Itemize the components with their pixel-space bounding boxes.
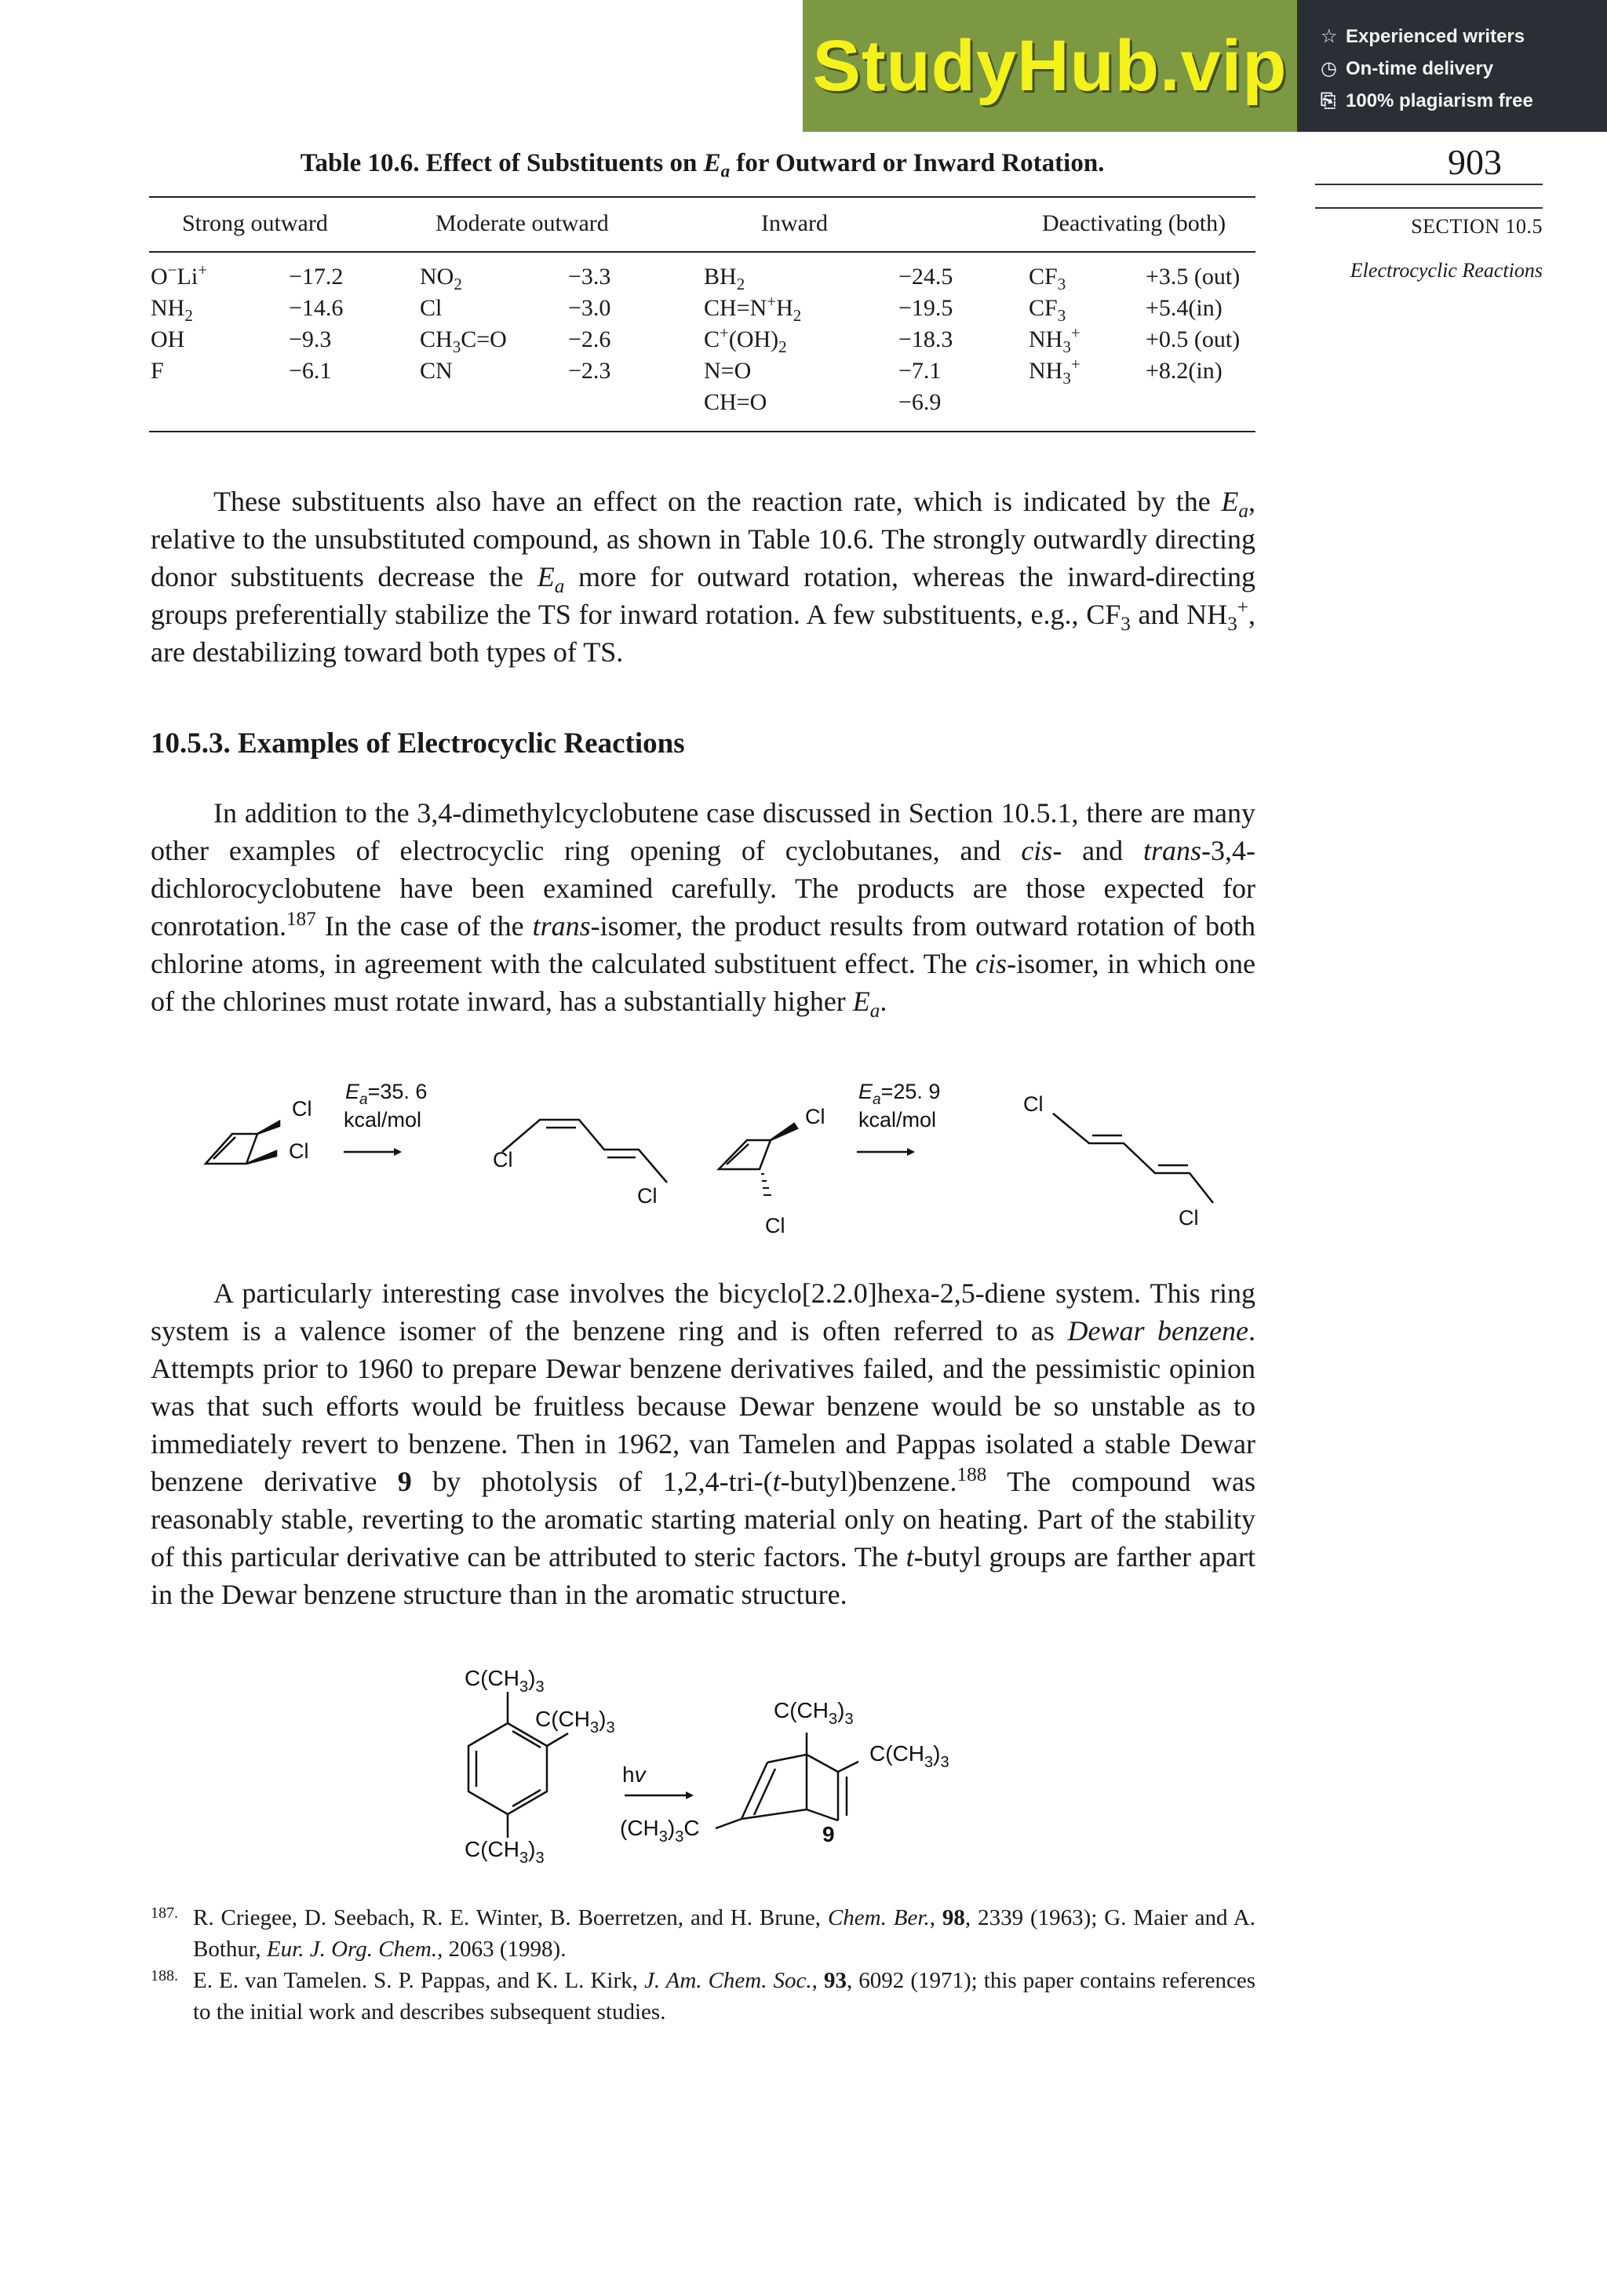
table-rule-bottom	[149, 431, 1255, 432]
section-title: Electrocyclic Reactions	[1350, 259, 1543, 282]
tert-butyl-label: $C(CH_3)_3$	[465, 1666, 545, 1696]
tert-butyl-label: $C(CH_3)_3$	[869, 1741, 949, 1771]
divider	[1315, 207, 1543, 209]
table-cell: −14.6	[289, 295, 344, 321]
table-cell: −9.3	[289, 326, 332, 352]
body-paragraph: A particularly interesting case involves the bicyclo[2.2.0]hexa-2,5-diene system. This ring system is a valence isomer of the benzene ring and is often referred to as Dewar benzene. Attempts prior to 1960 to prepare Dewar benzene derivatives failed, and the pessimistic opinion was that such efforts would be fruitless because Dewar benzene would be so unstable as to immediately revert to benzene. Then in 1962, van Tamelen and Pappas isolated a stable Dewar benzene derivative 9 by photolysis of 1,2,4-tri-(t-butyl)benzene.$^{188}$ The compound was reasonably stable, reverting to the aromatic starting material only on heating. Part of the stability of this particular derivative can be attributed to steric factors. The t-butyl groups are farther apart in the Dewar benzene structure than in the aromatic structure.	[151, 1277, 1255, 1610]
body-paragraph: These substituents also have an effect on the reaction rate, which is indicated by the $E_a$, relative to the unsubstituted compound, as shown in Table 10.6. The strongly outwardly directing donor substituents decrease the $E_a$ more for outward rotation, whereas the inward-directing groups preferentially stabilize the TS for inward rotation. A few substituents, e.g., $CF_3$ and $NH_3^+$, are destabilizing toward both types of TS.	[151, 486, 1256, 668]
document-check-icon: ⎘	[1321, 90, 1336, 111]
unit-label: kcal/mol	[344, 1108, 422, 1132]
table-header-moderate-outward: Moderate outward	[435, 210, 609, 236]
table-cell: CH=O	[704, 389, 767, 415]
tert-butyl-label: $(CH_3)_3C$	[620, 1816, 700, 1846]
chlorine-label: Cl	[292, 1097, 312, 1121]
table-cell: $NH_3^+$	[1029, 355, 1080, 388]
table-header-deactivating: Deactivating (both)	[1042, 210, 1226, 236]
divider	[1315, 184, 1543, 185]
table-rule-top	[149, 196, 1255, 198]
table-cell: $NH_2$	[151, 295, 193, 325]
col-deactivating-groups	[1029, 261, 1080, 387]
table-cell: $BH_2$	[704, 264, 745, 293]
table-cell: N=O	[704, 358, 752, 384]
table-cell: −6.9	[898, 389, 942, 415]
scheme-dichlorocyclobutene	[188, 1071, 1240, 1259]
chlorine-label: Cl	[1023, 1092, 1044, 1116]
banner-features	[1297, 0, 1607, 132]
section-heading: 10.5.3. Examples of Electrocyclic Reactions	[151, 727, 685, 760]
table-cell: +8.2(in)	[1146, 358, 1223, 384]
col-inward-values	[898, 261, 953, 418]
table-cell: $CH_3C=O$	[420, 326, 507, 356]
photolysis-label: hv	[622, 1762, 646, 1787]
table-cell: +3.5 (out)	[1146, 264, 1241, 290]
page-number: 903	[1448, 142, 1502, 182]
table-cell: −2.3	[568, 358, 611, 384]
col-strong-outward-groups	[151, 261, 207, 387]
table-cell: $CF_3$	[1029, 295, 1066, 325]
chlorine-label: Cl	[765, 1214, 785, 1237]
chlorine-label: Cl	[493, 1148, 513, 1172]
table-cell: $CF_3$	[1029, 264, 1066, 293]
star-icon: ☆	[1321, 26, 1338, 47]
table-cell: −19.5	[898, 295, 953, 321]
promo-banner[interactable]	[803, 0, 1607, 132]
table-cell: −17.2	[289, 264, 344, 290]
table-caption: Table 10.6. Effect of Substituents on $E_a$ for Outward or Inward Rotation.	[300, 149, 1105, 181]
col-strong-outward-values	[289, 261, 343, 387]
col-inward-groups	[704, 261, 801, 418]
studyhub-logo[interactable]: StudyHub.vip	[803, 0, 1297, 132]
table-cell: $NO_2$	[420, 264, 462, 293]
chlorine-label: Cl	[805, 1105, 825, 1128]
body-paragraph: In addition to the 3,4-dimethylcyclobutene case discussed in Section 10.5.1, there are many other examples of electrocyclic ring opening of cyclobutanes, and cis- and trans-3,4-dichlorocyclobutene have been examined carefully. The products are those expected for conrotation.$^{187}$ In the case of the trans-isomer, the product results from outward rotation of both chlorine atoms, in agreement with the calculated substituent effect. The cis-isomer, in which one of the chlorines must rotate inward, has a substantially higher $E_a$.	[151, 797, 1255, 1022]
table-cell: F	[151, 358, 164, 384]
chlorine-label: Cl	[1179, 1206, 1199, 1230]
chlorine-label: Cl	[289, 1139, 309, 1163]
table-cell: −7.1	[898, 358, 942, 384]
table-cell: −18.3	[898, 326, 953, 352]
table-cell: −3.0	[568, 295, 611, 321]
footnote: 188. E. E. van Tamelen. S. P. Pappas, and K. L. Kirk, J. Am. Chem. Soc., 93, 6092 (1971); this paper contains references to the initial work and describes subsequent studies.	[151, 1967, 1255, 2024]
table-rule-mid	[149, 251, 1255, 253]
table-cell: $NH_3^+$	[1029, 323, 1080, 356]
table-cell: CN	[420, 358, 453, 384]
section-label: SECTION 10.5	[1411, 215, 1543, 238]
table-header-strong-outward: Strong outward	[182, 210, 328, 236]
col-deactivating-values	[1146, 261, 1240, 387]
table-header-inward: Inward	[761, 210, 828, 236]
table-cell: Cl	[420, 295, 443, 321]
feature-item: ⎘ 100% plagiarism free	[1321, 85, 1607, 117]
table-cell: −3.3	[568, 264, 611, 290]
activation-energy-label: $E_a=25$. 9	[858, 1080, 941, 1108]
table-cell: −24.5	[898, 264, 953, 290]
table-cell: −2.6	[568, 326, 611, 352]
tert-butyl-label: $C(CH_3)_3$	[774, 1698, 854, 1728]
table-cell: OH	[151, 326, 185, 352]
activation-energy-label: $E_a=35$. 6	[345, 1080, 428, 1108]
scheme-dewar-benzene	[424, 1656, 1051, 1875]
feature-item: ◷ On-time delivery	[1321, 53, 1607, 85]
table-cell: −6.1	[289, 358, 332, 384]
compound-label: 9	[822, 1822, 835, 1846]
chlorine-label: Cl	[637, 1184, 658, 1208]
table-cell: +5.4(in)	[1146, 295, 1223, 321]
footnote: 187. R. Criegee, D. Seebach, R. E. Winter, B. Boerretzen, and H. Brune, Chem. Ber., 98, 2339 (1963); G. Maier and A. Bothur, Eur. J. Org. Chem., 2063 (1998).	[151, 1904, 1255, 1962]
unit-label: kcal/mol	[858, 1108, 937, 1132]
tert-butyl-label: $C(CH_3)_3$	[535, 1707, 615, 1737]
tert-butyl-label: $C(CH_3)_3$	[465, 1837, 545, 1867]
feature-item: ☆ Experienced writers	[1321, 20, 1607, 53]
col-moderate-outward-groups	[420, 261, 507, 387]
clock-icon: ◷	[1321, 58, 1337, 79]
table-cell: $CH=N^+H_2$	[704, 292, 802, 325]
table-cell: O−Li+	[151, 261, 208, 290]
table-cell: +0.5 (out)	[1146, 326, 1241, 352]
col-moderate-outward-values	[568, 261, 610, 387]
table-cell: $C^+(OH)_2$	[704, 323, 787, 356]
